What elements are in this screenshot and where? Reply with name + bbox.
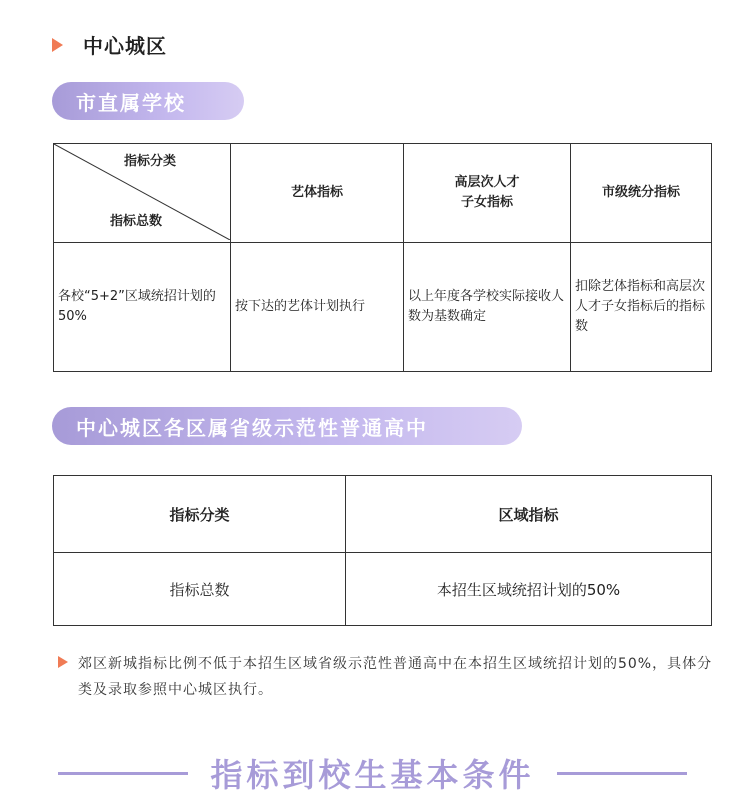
- pill-label-district-schools: 中心城区各区属省级示范性普通高中: [52, 407, 522, 445]
- table-city-schools: [53, 143, 712, 372]
- diag-top-label: 指标分类: [124, 154, 177, 169]
- header-category: 指标分类: [54, 476, 346, 553]
- header-talent-line2: 子女指标: [460, 195, 513, 210]
- table-header-row: [54, 144, 712, 243]
- pill-label-city-schools: 市直属学校: [52, 82, 244, 120]
- table-row: [54, 243, 712, 372]
- section-header: [52, 30, 167, 59]
- table-row: [54, 553, 712, 626]
- cell-total-label: 指标总数: [54, 553, 346, 626]
- header-talent-children: [404, 144, 571, 243]
- table-district-schools: [53, 475, 712, 626]
- note-text: 郊区新城指标比例不低于本招生区域省级示范性普通高中在本招生区域统招计划的50%，具体分类及录取参照中心城区执行。: [78, 656, 713, 698]
- cell-talent-children: 以上年度各学校实际接收人数为基数确定: [404, 243, 571, 372]
- section-title: 中心城区: [83, 34, 167, 58]
- suburb-note: [58, 651, 718, 703]
- divider-right: [557, 772, 687, 775]
- cell-total: 各校“5+2”区域统招计划的50%: [54, 243, 231, 372]
- table-header-row: [54, 476, 712, 553]
- header-city-allocation: 市级统分指标: [571, 144, 712, 243]
- header-art-sports: 艺体指标: [231, 144, 404, 243]
- cell-city-allocation: 扣除艺体指标和高层次人才子女指标后的指标数: [571, 243, 712, 372]
- footer-heading: [0, 748, 745, 798]
- diagonal-header-cell: [54, 144, 231, 243]
- cell-art-sports: 按下达的艺体计划执行: [231, 243, 404, 372]
- header-region-quota: 区域指标: [346, 476, 712, 553]
- divider-left: [58, 772, 188, 775]
- triangle-bullet-icon: [52, 38, 63, 52]
- header-talent-line1: 高层次人才: [454, 175, 520, 190]
- triangle-bullet-icon: [58, 656, 68, 668]
- diag-bottom-label: 指标总数: [110, 214, 163, 229]
- cell-region-quota: 本招生区域统招计划的50%: [346, 553, 712, 626]
- footer-title: 指标到校生基本条件: [210, 756, 535, 794]
